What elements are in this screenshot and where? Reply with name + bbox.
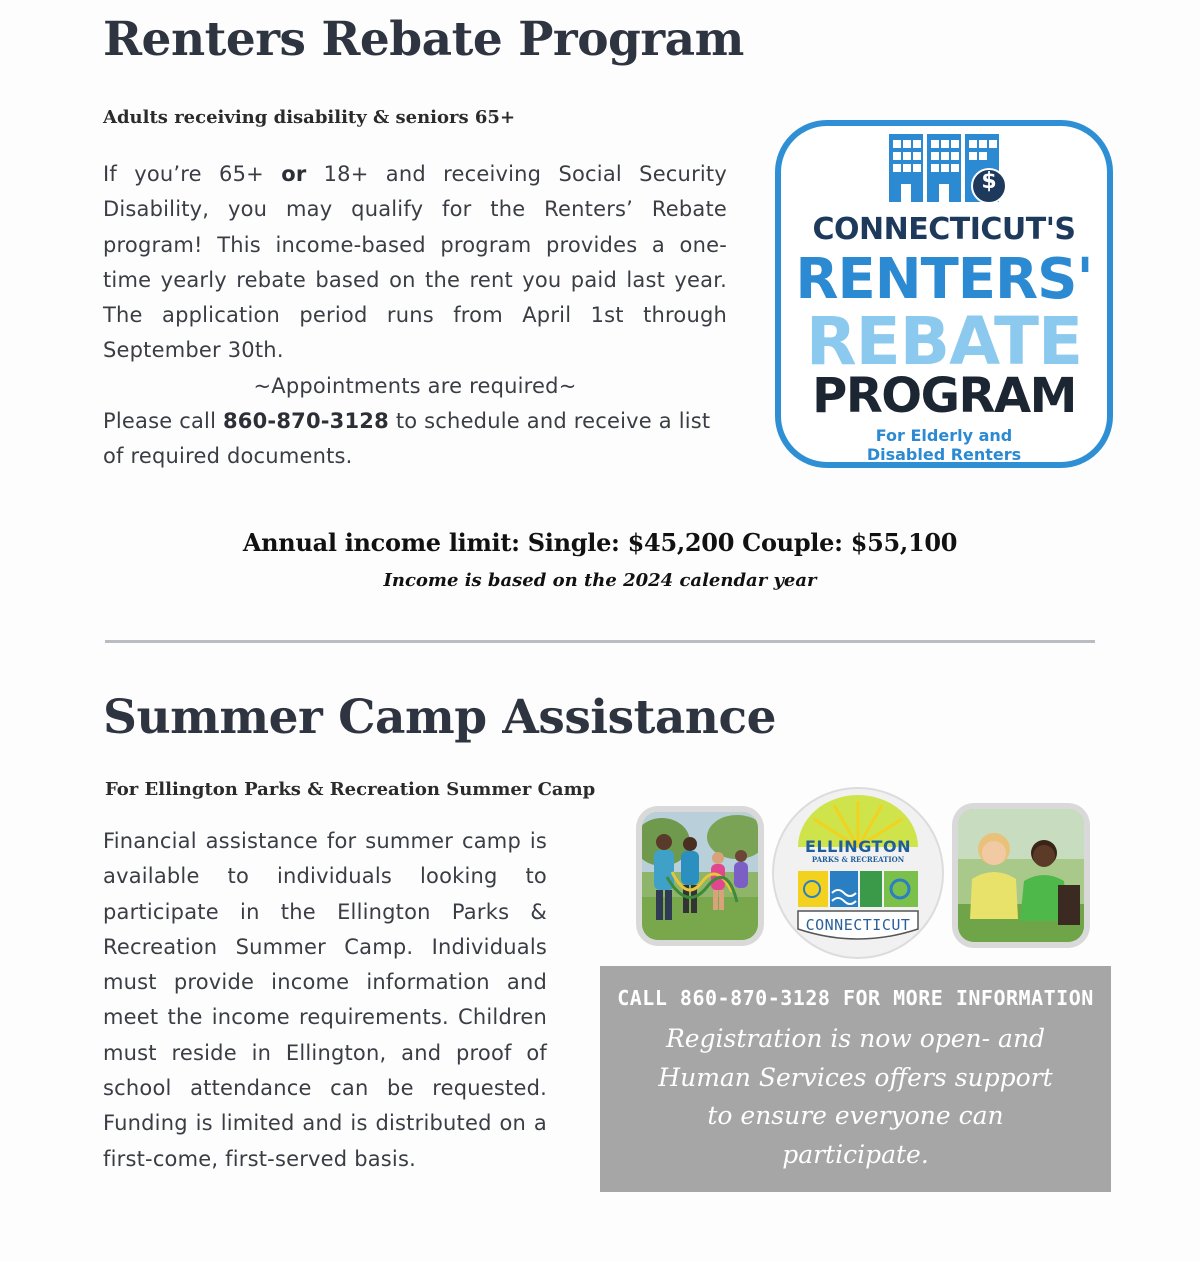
camp-paragraph: Financial assistance for summer camp is available to individuals looking to participate in the Ellington Parks & Recreation Summer Camp. Individuals must provide income information and meet the income requirements. Children must reside in Ellington, and proof of school attendance can be requested. Funding is limited and is distributed on a first-come, first-served basis. [103,829,547,1171]
ellington-state: CONNECTICUT [805,916,911,934]
logo-line-program: PROGRAM [812,368,1076,424]
rebate-paragraph [103,157,727,369]
logo-line-audience [781,426,1107,464]
dollar-sign: $ [981,169,997,194]
call-text-b: to schedule and receive a list of required documents. [103,409,711,469]
camp-children-photo-image [958,809,1084,942]
rebate-subtitle: Adults receiving disability & seniors 65+ [103,107,516,128]
rebate-body [103,157,727,475]
ellington-sub: PARKS & RECREATION [811,855,905,864]
callbox-message: Registration is now open- and Human Services offers support to ensure everyone can participate. [658,1024,1053,1169]
camp-group-photo [636,806,764,946]
rebate-text-a: If you’re 65+ [103,162,282,186]
logo-line-elderly: For Elderly and [875,426,1013,445]
appointments-note: ~Appointments are required~ [253,373,577,398]
camp-subtitle: For Ellington Parks & Recreation Summer Camp [105,779,596,800]
camp-info-box [600,966,1111,1192]
camp-children-photo [952,803,1090,948]
renters-rebate-logo [775,120,1113,468]
call-instructions [103,404,727,475]
income-note: Income is based on the 2024 calendar year [383,570,817,591]
camp-group-photo-image [642,812,758,940]
ellington-name: ELLINGTON [805,837,911,856]
logo-line-disabled: Disabled Renters [866,445,1022,464]
rebate-title: Renters Rebate Program [103,12,744,67]
logo-line-renters: RENTERS' [795,247,1093,312]
ellington-parks-logo [772,787,944,959]
callbox-heading: CALL 860-870-3128 FOR MORE INFORMATION [617,986,1094,1010]
logo-line-connecticut: CONNECTICUT'S [812,212,1076,247]
call-text-a: Please call [103,409,223,434]
income-limit: Annual income limit: Single: $45,200 Couple: $55,100 [242,528,958,557]
camp-body [103,824,547,1177]
buildings-icon [889,128,1007,206]
rebate-text-or: or [281,162,307,186]
rebate-text-b: 18+ and receiving Social Security Disability, you may qualify for the Renters’ Rebate program! This income-based program provides a one-time yearly rebate based on the rent you paid last year. The application period runs from April 1st through September 30th. [103,162,727,363]
phone-number: 860-870-3128 [222,409,389,434]
camp-title: Summer Camp Assistance [103,690,776,745]
logo-line-rebate: REBATE [805,303,1083,380]
section-divider [105,640,1095,643]
